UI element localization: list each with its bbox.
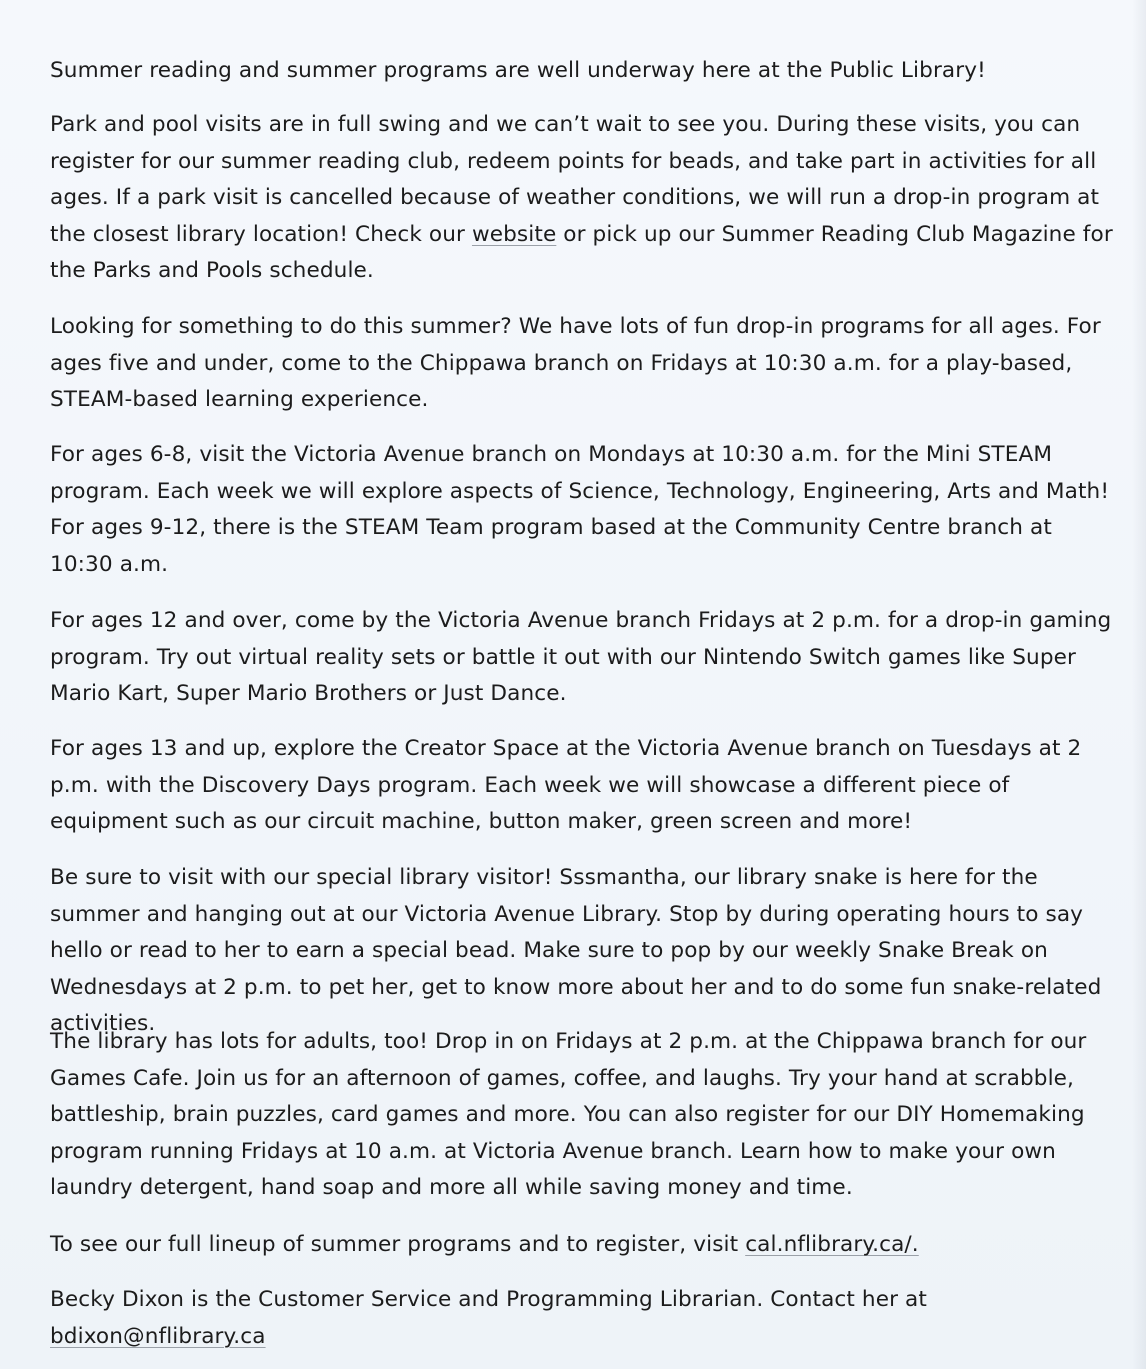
paragraph-text: To see our full lineup of summer programs and to register, visit bbox=[50, 1232, 746, 1257]
website-link[interactable]: website bbox=[471, 221, 557, 247]
paragraph-drop-in-programs: Looking for something to do this summer? We have lots of fun drop-in programs for all ages. For ages five and under, come to the Chippawa branch on Fridays at 10:30 a.m. for a play-based, STEAM-based learning experience. bbox=[50, 314, 1101, 412]
paragraph-gaming-program: For ages 12 and over, come by the Victoria Avenue branch Fridays at 2 p.m. for a drop-in gaming program. Try out virtual reality sets or battle it out with our Nintendo Switch games like Super Mario Kart, Super Mario Brothers or Just Dance. bbox=[50, 608, 1112, 706]
paragraph-intro: Summer reading and summer programs are well underway here at the Public Library! bbox=[50, 58, 986, 83]
paragraph-text: Park and pool visits are in full swing and we can’t wait to see you. During these visits, you can register for our summer reading club, redeem points for beads, and take part in activities for all ages. If a park visit is cancelled because of weather conditions, we will run a drop-in program at the closest library location! Check our bbox=[50, 112, 1100, 247]
paragraph-park-pool-visits bbox=[50, 107, 1120, 290]
paragraph-library-snake: Be sure to visit with our special library visitor! Sssmantha, our library snake is here for the summer and hanging out at our Victoria Avenue Library. Stop by during operating hours to say hello or read to her to earn a special bead. Make sure to pop by our weekly Snake Break on Wednesdays at 2 p.m. to pet her, get to know more about her and to do some fun snake-related activities. bbox=[50, 865, 1102, 1036]
paragraph-adult-programs: The library has lots for adults, too! Drop in on Fridays at 2 p.m. at the Chippawa branch for our Games Cafe. Join us for an afternoon of games, coffee, and laughs. Try your hand at scrabble, battleship, brain puzzles, card games and more. You can also register for our DIY Homemaking program running Fridays at 10 a.m. at Victoria Avenue branch. Learn how to make your own laundry detergent, hand soap and more all while saving money and time. bbox=[50, 1029, 1087, 1200]
paragraph-discovery-days: For ages 13 and up, explore the Creator Space at the Victoria Avenue branch on Tuesdays at 2 p.m. with the Discovery Days program. Each week we will showcase a different piece of equipment such as our circuit machine, button maker, green screen and more! bbox=[50, 736, 1082, 834]
paragraph-author-contact bbox=[50, 1282, 1120, 1355]
registration-link[interactable]: cal.nflibrary.ca/. bbox=[745, 1232, 919, 1257]
paragraph-mini-steam: For ages 6-8, visit the Victoria Avenue branch on Mondays at 10:30 a.m. for the Mini STEAM program. Each week we will explore aspects of Science, Technology, Engineering, Arts and Math! For ages 9-12, there is the STEAM Team program based at the Community Centre branch at 10:30 a.m. bbox=[50, 442, 1110, 577]
author-bio: Becky Dixon is the Customer Service and Programming Librarian. Contact her at bbox=[50, 1287, 927, 1312]
paragraph-register bbox=[50, 1227, 1120, 1264]
paragraph-text: or pick up our Summer Reading Club Magazine for the Parks and Pools schedule. bbox=[50, 221, 1113, 283]
author-email-link[interactable]: bdixon@nflibrary.ca bbox=[50, 1323, 266, 1349]
